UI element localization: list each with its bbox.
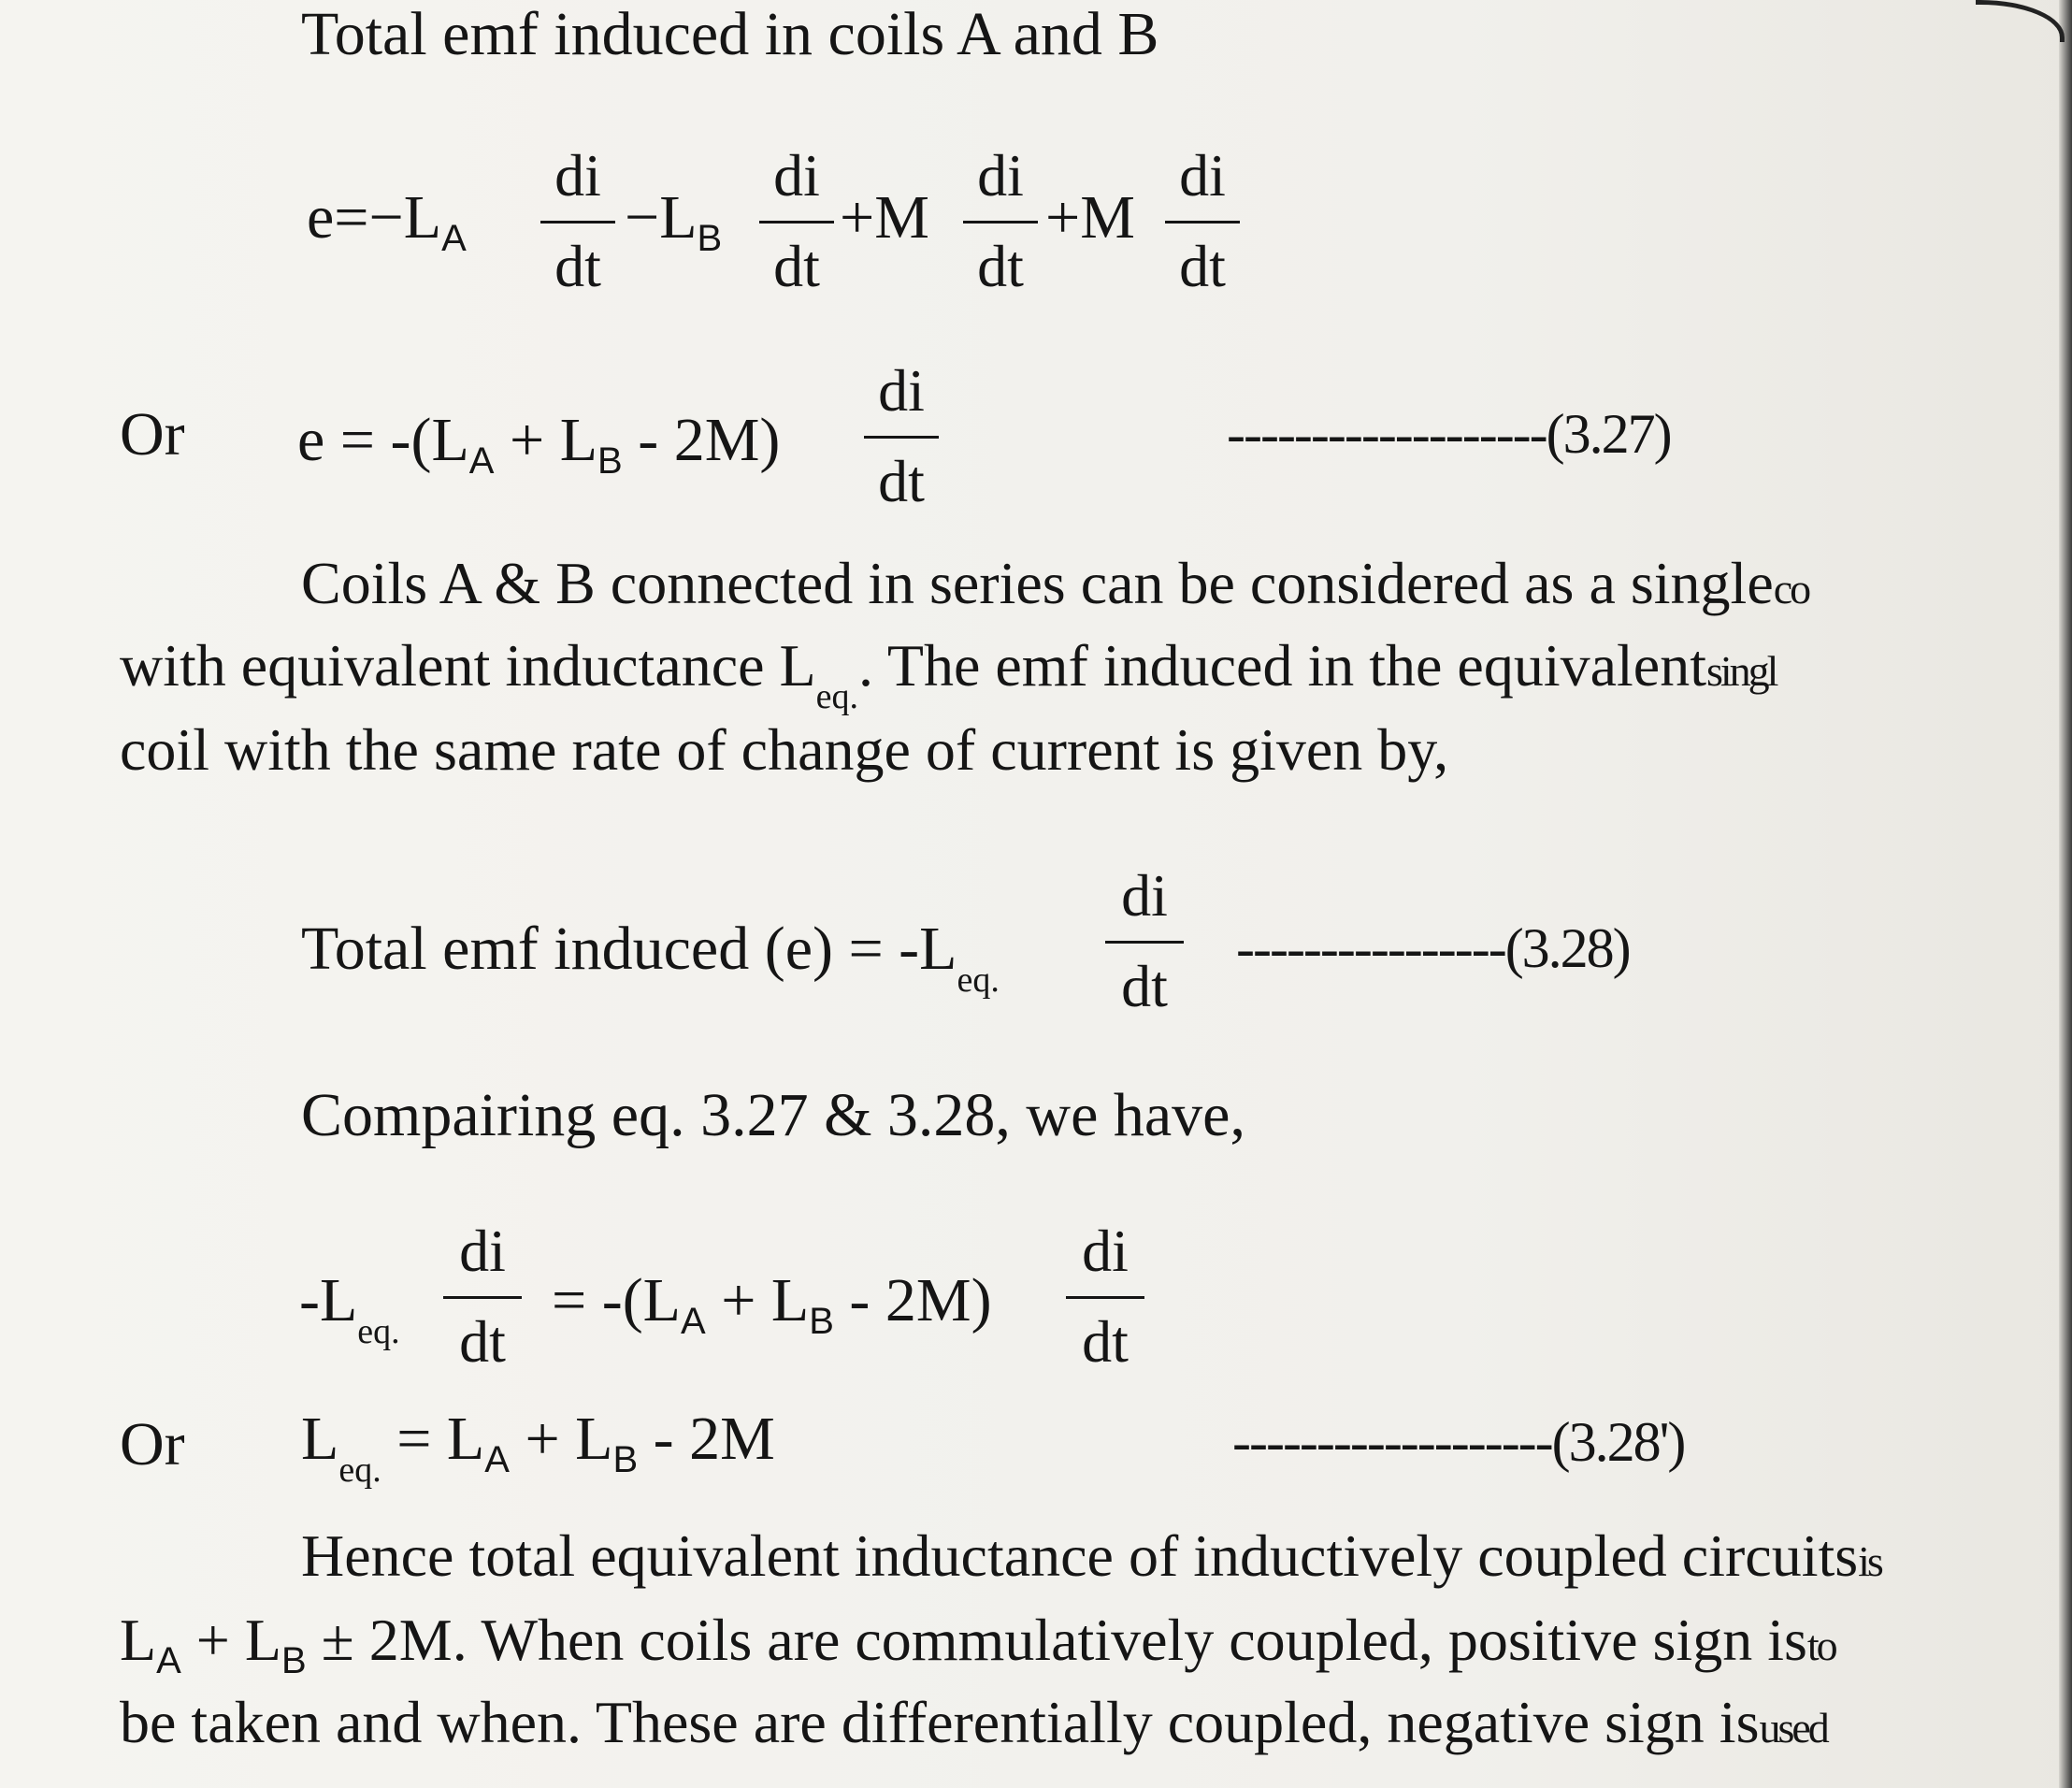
frac-bar	[540, 221, 615, 224]
eq328p-equals-LA: = L	[381, 1405, 485, 1473]
frac-denominator: dt	[773, 233, 820, 299]
equation-3-28-prime	[301, 1405, 775, 1490]
para2-line2-cut: to	[1806, 1622, 1835, 1669]
frac-numerator: di	[1121, 862, 1168, 929]
eq328p-rest: - 2M	[638, 1405, 775, 1473]
frac-numerator: di	[459, 1218, 506, 1284]
eq-compare-plus-LB: + L	[705, 1266, 810, 1334]
frac-denominator: dt	[1082, 1308, 1129, 1375]
eq328-tag: ----------------(3.28)	[1236, 917, 1630, 979]
frac-bar	[1105, 941, 1184, 944]
para1-line2-sub: eq.	[815, 677, 858, 716]
eq327-sub-A: A	[468, 440, 495, 482]
equation-3-28	[301, 915, 1000, 1000]
eq328p-tag: -------------------(3.28')	[1232, 1411, 1685, 1473]
frac-bar	[759, 221, 834, 224]
eq-compare-sub-eq: eq.	[357, 1312, 400, 1351]
frac-bar	[1165, 221, 1240, 224]
frac-denominator: dt	[1179, 233, 1226, 299]
eq328-sub: eq.	[957, 960, 1000, 1000]
frac-bar	[443, 1296, 522, 1299]
eq1-fraction-2	[759, 142, 834, 299]
para2-line3	[120, 1689, 1827, 1755]
eq1-sub-A: A	[441, 218, 467, 259]
eq-compare-fraction-left	[443, 1218, 522, 1375]
eq327-plus-LB: + L	[494, 406, 598, 474]
eq328p-or: Or	[120, 1410, 185, 1478]
frac-denominator: dt	[878, 448, 925, 514]
para2-line1-cut: is	[1858, 1537, 1881, 1585]
eq328p-sub-eq: eq.	[338, 1450, 381, 1490]
frac-numerator: di	[878, 357, 925, 424]
equation-emf-expanded	[307, 183, 467, 259]
para2-line1	[301, 1522, 1881, 1589]
para2-line2-rest: ± 2M. When coils are commulatively coupled, positive sign is	[306, 1607, 1807, 1673]
frac-numerator: di	[1082, 1218, 1129, 1284]
para1-line1	[301, 550, 1809, 616]
frac-numerator: di	[977, 142, 1024, 209]
eq1-fraction-3	[963, 142, 1038, 299]
eq327-rest: - 2M)	[622, 406, 781, 474]
frac-denominator: dt	[1121, 953, 1168, 1019]
eq327-or: Or	[120, 400, 185, 469]
eq328p-sub-B: B	[612, 1439, 639, 1480]
eq328-lhs: Total emf induced (e) = -L	[301, 915, 957, 983]
para2-line3-cut: used	[1759, 1704, 1827, 1752]
frac-denominator: dt	[554, 233, 601, 299]
eq1-term-LB	[625, 183, 723, 259]
frac-bar	[864, 436, 939, 439]
eq327-fraction	[864, 357, 939, 514]
frac-bar	[963, 221, 1038, 224]
book-spine-shadow	[2059, 0, 2072, 1788]
eq1-sub-B: B	[697, 218, 723, 259]
eq-compare-mid: = -(L	[552, 1266, 681, 1334]
comparing-line: Compairing eq. 3.27 & 3.28, we have,	[301, 1081, 1245, 1149]
para1-line2	[120, 632, 1777, 716]
eq327-sub-B: B	[597, 440, 623, 482]
para2-line1-text: Hence total equivalent inductance of inductively coupled circuits	[301, 1522, 1859, 1589]
para2-line3-text: be taken and when. These are differentially coupled, negative sign is	[120, 1689, 1760, 1755]
frac-bar	[1066, 1296, 1144, 1299]
eq1-minus-LB: −L	[625, 183, 698, 252]
heading-total-emf: Total emf induced in coils A and B	[301, 0, 1159, 68]
eq-compare-fraction-right	[1066, 1218, 1144, 1375]
eq-compare-lhs	[299, 1266, 400, 1351]
para1-line1-cut: co	[1773, 565, 1809, 613]
eq327-lhs: e = -(L	[297, 406, 469, 474]
eq328-fraction	[1105, 862, 1184, 1019]
eq-compare-minus-L: -L	[299, 1266, 358, 1334]
para1-line1-text: Coils A & B connected in series can be considered as a single	[301, 550, 1774, 616]
para2-line2-plus-LB: + L	[180, 1607, 281, 1673]
equation-3-27	[297, 406, 781, 482]
para1-line3: coil with the same rate of change of current is given by,	[120, 716, 1449, 783]
eq-compare-sub-A: A	[681, 1301, 706, 1342]
para2-line2	[120, 1607, 1835, 1681]
para2-line2-sub-A: A	[156, 1640, 181, 1681]
frac-numerator: di	[1179, 142, 1226, 209]
para1-line2-text-b: . The emf induced in the equivalent	[858, 632, 1706, 699]
eq1-lhs: e=−L	[307, 183, 442, 252]
frac-numerator: di	[773, 142, 820, 209]
eq-compare-sub-B: B	[809, 1301, 834, 1342]
frac-numerator: di	[554, 142, 601, 209]
eq1-term-M2: +M	[1045, 183, 1135, 252]
eq328p-sub-A: A	[484, 1439, 510, 1480]
para1-line2-text-a: with equivalent inductance L	[120, 632, 816, 699]
frac-denominator: dt	[459, 1308, 506, 1375]
eq-compare-rhs	[552, 1266, 992, 1342]
frac-denominator: dt	[977, 233, 1024, 299]
eq327-tag: -------------------(3.27)	[1227, 403, 1671, 465]
eq-compare-rest: - 2M)	[833, 1266, 992, 1334]
eq328p-L: L	[301, 1405, 339, 1473]
eq1-fraction-1	[540, 142, 615, 299]
eq1-fraction-4	[1165, 142, 1240, 299]
para2-line2-L: L	[120, 1607, 157, 1673]
page-corner-curl	[1976, 0, 2065, 42]
eq328p-plus-LB: + L	[509, 1405, 613, 1473]
para1-line2-cut: singl	[1705, 647, 1777, 695]
para2-line2-sub-B: B	[281, 1640, 307, 1681]
eq1-term-M1: +M	[840, 183, 929, 252]
